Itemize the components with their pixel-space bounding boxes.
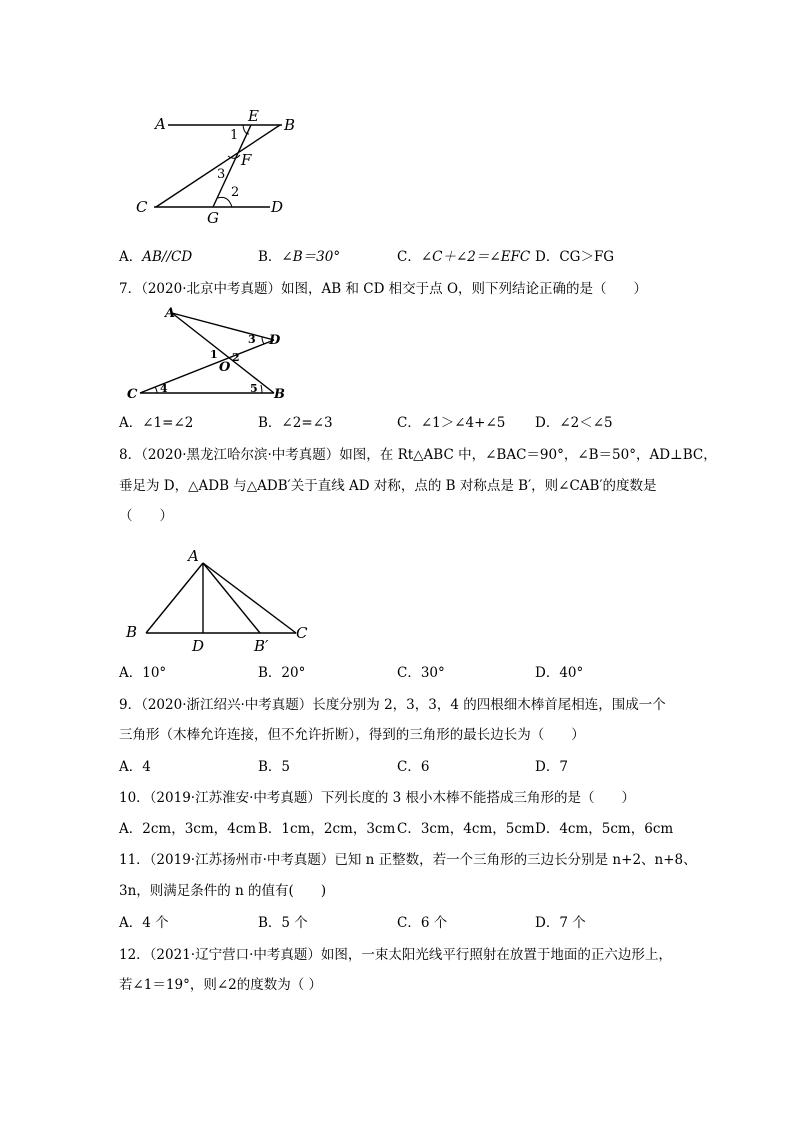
- q8-option-a: A．10°: [119, 665, 167, 681]
- q11-stem-line-1: 11．（2019·江苏扬州市·中考真题）已知 n 正整数，若一个三角形的三边长分别是 n+2、n+8、: [119, 852, 697, 868]
- q9-option-a: A．4: [119, 759, 151, 775]
- label-d: D: [192, 637, 205, 655]
- label-g: G: [207, 209, 219, 227]
- figure-q6-parallel-lines: [130, 103, 300, 228]
- q12-stem-line-1: 12．（2021·辽宁营口·中考真题）如图，一束太阳光线平行照射在放置于地面的正六边形上，: [119, 947, 672, 963]
- label-5: 5: [250, 382, 258, 395]
- label-2: 2: [231, 185, 240, 200]
- label-o: O: [219, 360, 231, 375]
- label-b: B: [126, 623, 138, 641]
- angle-2-arc: [218, 197, 232, 207]
- segment-ab: [172, 313, 274, 393]
- q10-option-d: D．4cm，5cm，6cm: [535, 821, 674, 837]
- q11-option-d: D．7 个: [535, 915, 586, 931]
- q10-option-c: C．3cm，4cm，5cm: [397, 821, 535, 837]
- q7-option-b: B．∠2=∠3: [258, 415, 333, 431]
- q8-stem-line-1: 8．（2020·黑龙江哈尔滨·中考真题）如图，在 Rt△ABC 中，∠BAC＝90°，∠B＝50°，AD⊥BC，: [119, 447, 717, 463]
- q8-option-d: D．40°: [535, 665, 584, 681]
- label-1: 1: [210, 348, 218, 361]
- q10-option-b: B．1cm，2cm，3cm: [258, 821, 396, 837]
- q11-stem-line-2: 3n，则满足条件的 n 的值有( ): [119, 883, 327, 899]
- label-b-prime: B′: [254, 637, 269, 655]
- segment-ac: [203, 563, 296, 633]
- q8-option-c: C．30°: [397, 665, 445, 681]
- label-d: D: [269, 333, 281, 348]
- label-1: 1: [230, 128, 239, 143]
- segment-ad: [172, 313, 274, 340]
- label-c: C: [136, 198, 148, 216]
- q8-stem-line-3: （ ）: [119, 508, 173, 524]
- q11-option-c: C．6 个: [397, 915, 448, 931]
- label-f: F: [241, 151, 252, 169]
- q9-option-d: D．7: [535, 759, 568, 775]
- q11-option-b: B．5 个: [258, 915, 308, 931]
- q6-option-a: A．AB//CD: [119, 249, 193, 265]
- q6-option-b: B．∠B＝30°: [258, 249, 341, 265]
- segment-ab: [146, 563, 203, 633]
- angle-5-arc: [261, 385, 262, 393]
- label-a: A: [165, 306, 176, 321]
- q10-stem: 10．（2019·江苏淮安·中考真题）下列长度的 3 根小木棒不能搭成三角形的是（ ）: [119, 790, 636, 806]
- q7-stem: 7．（2020·北京中考真题）如图，AB 和 CD 相交于点 O，则下列结论正确的是（ ）: [119, 281, 648, 297]
- label-a: A: [155, 115, 166, 133]
- q9-option-c: C．6: [397, 759, 430, 775]
- q6-option-c: C．∠C＋∠2＝∠EFC: [397, 249, 531, 265]
- figure-q8-right-triangle: [122, 544, 322, 656]
- q8-option-b: B．20°: [258, 665, 306, 681]
- label-2: 2: [232, 351, 240, 364]
- label-b: B: [284, 116, 296, 134]
- label-c: C: [127, 387, 138, 402]
- q10-option-a: A．2cm，3cm，4cm: [119, 821, 257, 837]
- segment-ab-prime: [203, 563, 260, 633]
- q11-option-a: A．4 个: [119, 915, 169, 931]
- label-e: E: [248, 107, 259, 125]
- label-3: 3: [217, 167, 226, 182]
- q7-option-c: C．∠1＞∠4+∠5: [397, 415, 506, 431]
- q8-stem-line-2: 垂足为 D，△ADB 与△ADB′关于直线 AD 对称，点的 B 对称点是 B′，则∠CAB′的度数是: [119, 478, 657, 494]
- q7-option-d: D．∠2＜∠5: [535, 415, 613, 431]
- label-a: A: [188, 547, 199, 565]
- q9-stem-line-2: 三角形（木棒允许连接，但不允许折断），得到的三角形的最长边长为（ ）: [119, 727, 585, 743]
- angle-4-arc: [155, 387, 157, 393]
- angle-3-arc: [262, 337, 264, 344]
- q9-stem-line-1: 9．（2020·浙江绍兴·中考真题）长度分别为 2，3，3，4 的四根细木棒首尾相连，围成一个: [119, 697, 666, 713]
- q12-stem-line-2: 若∠1＝19°，则∠2的度数为（ ）: [119, 977, 323, 993]
- q9-option-b: B．5: [258, 759, 291, 775]
- q7-option-a: A．∠1=∠2: [119, 415, 194, 431]
- label-3: 3: [248, 333, 256, 346]
- figure-q7-intersecting-lines: [122, 303, 292, 403]
- label-c: C: [296, 624, 308, 642]
- label-4: 4: [160, 382, 168, 395]
- label-b: B: [274, 387, 285, 402]
- q6-option-d: D．CG＞FG: [535, 249, 615, 265]
- label-d: D: [271, 198, 284, 216]
